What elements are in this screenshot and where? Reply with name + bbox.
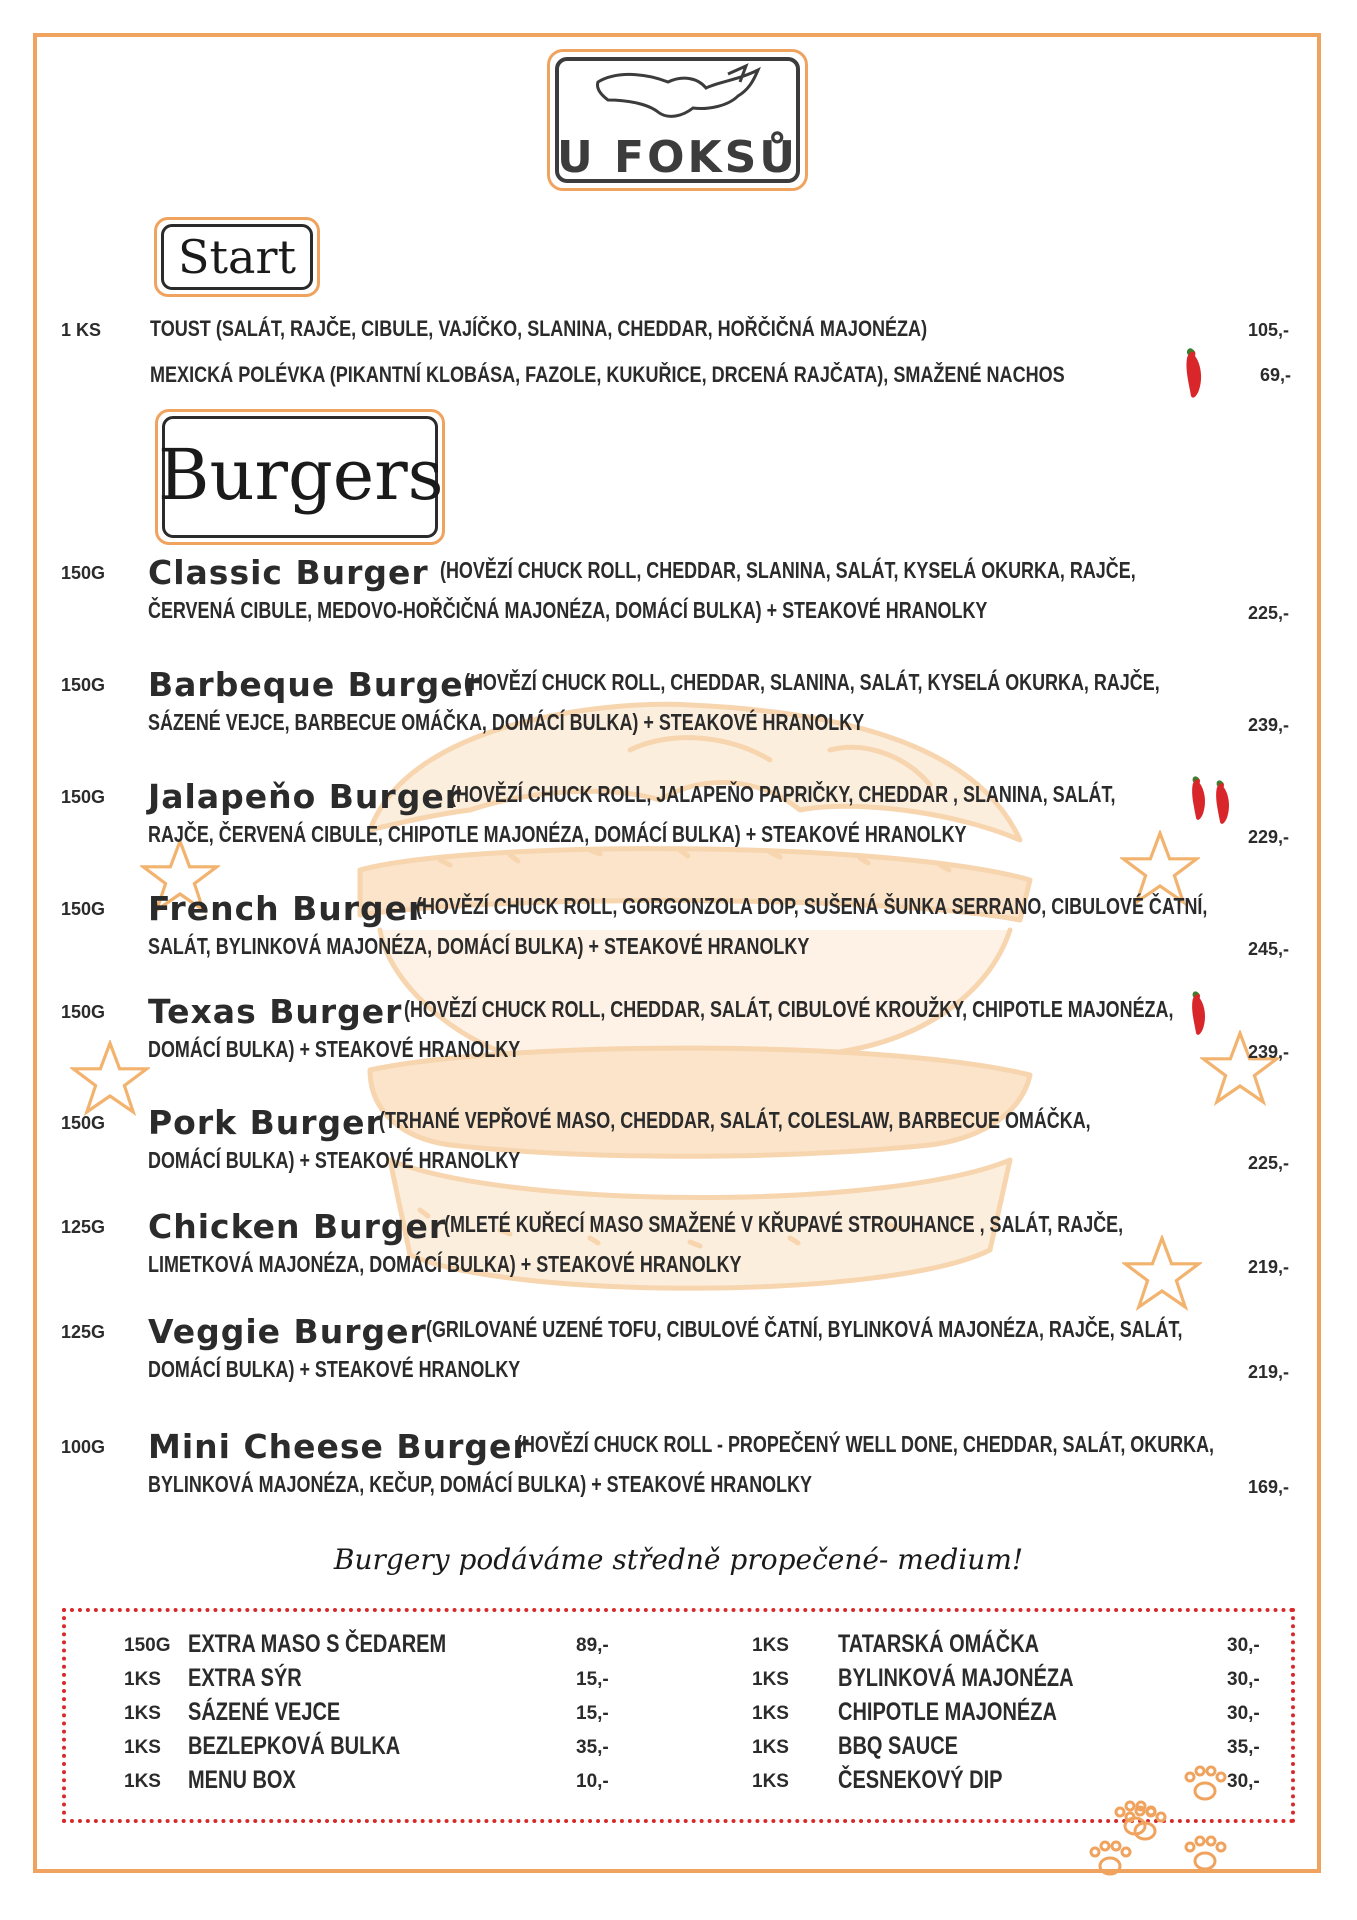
extra-name: [188, 1664, 330, 1693]
item-price: 229,-: [1248, 827, 1290, 847]
description-text: SALÁT, BYLINKOVÁ MAJONÉZA, DOMÁCÍ BULKA) + STEAKOVÉ HRANOLKY: [148, 933, 810, 959]
burger-description-line: [426, 1316, 1357, 1343]
burger-name: Texas Burger: [148, 992, 403, 1031]
description-text: BYLINKOVÁ MAJONÉZA, KEČUP, DOMÁCÍ BULKA) + STEAKOVÉ HRANOLKY: [148, 1471, 812, 1497]
extra-quantity: 150G: [124, 1635, 171, 1656]
extra-name: [838, 1698, 1112, 1727]
extra-quantity: 1KS: [752, 1703, 789, 1724]
burger-name: Classic Burger: [148, 553, 429, 592]
section-title: Start: [178, 230, 296, 284]
extra-name-text: EXTRA SÝR: [188, 1664, 302, 1692]
burger-name: Pork Burger: [148, 1103, 383, 1142]
burger-name: Barbeque Burger: [148, 665, 481, 704]
item-quantity: 125G: [61, 1322, 106, 1342]
burger-name: Chicken Burger: [148, 1207, 447, 1246]
item-quantity: 150G: [61, 787, 106, 807]
extra-name-text: CHIPOTLE MAJONÉZA: [838, 1698, 1057, 1726]
item-quantity: 150G: [61, 563, 106, 583]
menu-item-description: [150, 362, 1266, 388]
description-text: (HOVĚZÍ CHUCK ROLL, CHEDDAR, SLANINA, SALÁT, KYSELÁ OKURKA, RAJČE,: [464, 669, 1160, 695]
item-quantity: 150G: [61, 1113, 106, 1133]
extra-price: 30,-: [1227, 1703, 1260, 1724]
burger-description-line: [416, 893, 1357, 920]
extra-price: 30,-: [1227, 1669, 1260, 1690]
extra-name: [838, 1732, 988, 1761]
burger-description-line: [148, 709, 1066, 736]
extra-name-text: SÁZENÉ VEJCE: [188, 1698, 341, 1726]
description-text: (HOVĚZÍ CHUCK ROLL, GORGONZOLA DOP, SUŠENÁ ŠUNKA SERRANO, CIBULOVÉ ČATNÍ,: [416, 893, 1208, 919]
menu-item-description: [150, 316, 1098, 342]
section-header-burgers: [155, 409, 445, 545]
extra-price: 35,-: [576, 1737, 609, 1758]
section-title: Burgers: [158, 434, 444, 516]
extra-name: [838, 1766, 1044, 1795]
item-text: MEXICKÁ POLÉVKA (PIKANTNÍ KLOBÁSA, FAZOLE, KUKUŘICE, DRCENÁ RAJČATA), SMAŽENÉ NACHOS: [150, 362, 1065, 387]
brand-logo: [547, 49, 808, 191]
item-price: 219,-: [1248, 1362, 1290, 1382]
extra-quantity: 1KS: [752, 1669, 789, 1690]
description-text: (MLETÉ KUŘECÍ MASO SMAŽENÉ V KŘUPAVÉ STROUHANCE , SALÁT, RAJČE,: [444, 1211, 1124, 1237]
chili-pepper-icon: [1182, 990, 1212, 1038]
extra-price: 15,-: [576, 1703, 609, 1724]
extra-quantity: 1KS: [752, 1635, 789, 1656]
extra-name-text: BBQ SAUCE: [838, 1732, 959, 1760]
description-text: (HOVĚZÍ CHUCK ROLL, CHEDDAR, SLANINA, SALÁT, KYSELÁ OKURKA, RAJČE,: [440, 557, 1136, 583]
burger-description-line: [148, 597, 1224, 624]
burger-description-line: [148, 1356, 625, 1383]
extra-name: [188, 1630, 511, 1659]
burger-name: Jalapeňo Burger: [148, 777, 462, 816]
extra-name-text: ČESNEKOVÝ DIP: [838, 1766, 1003, 1794]
extra-name-text: BEZLEPKOVÁ BULKA: [188, 1732, 401, 1760]
item-quantity: 150G: [61, 899, 106, 919]
extra-price: 30,-: [1227, 1635, 1260, 1656]
extra-quantity: 1KS: [752, 1737, 789, 1758]
burger-description-line: [444, 1211, 1315, 1238]
item-price: 219,-: [1248, 1257, 1290, 1277]
description-text: RAJČE, ČERVENÁ CIBULE, CHIPOTLE MAJONÉZA, DOMÁCÍ BULKA) + STEAKOVÉ HRANOLKY: [148, 821, 967, 847]
burger-description-line: [450, 781, 1303, 808]
burger-description-line: [148, 1471, 999, 1498]
description-text: DOMÁCÍ BULKA) + STEAKOVÉ HRANOLKY: [148, 1036, 521, 1062]
extra-name: [838, 1630, 1089, 1659]
burger-name: Veggie Burger: [148, 1312, 427, 1351]
chili-pepper-icon: [1206, 779, 1236, 827]
extra-name: [838, 1664, 1132, 1693]
item-price: 169,-: [1248, 1477, 1290, 1497]
fox-icon: [588, 60, 773, 125]
extra-price: 10,-: [576, 1771, 609, 1792]
paw-print-icon: [1085, 1840, 1135, 1880]
burger-description-line: [148, 1147, 625, 1174]
item-quantity: 150G: [61, 1002, 106, 1022]
extra-name: [188, 1732, 453, 1761]
description-text: DOMÁCÍ BULKA) + STEAKOVÉ HRANOLKY: [148, 1356, 521, 1382]
item-text: TOUST (SALÁT, RAJČE, CIBULE, VAJÍČKO, SLANINA, CHEDDAR, HOŘČIČNÁ MAJONÉZA): [150, 316, 928, 341]
item-price: 69,-: [1260, 365, 1292, 385]
paw-print-icon: [1180, 1835, 1230, 1875]
item-price: 225,-: [1248, 1153, 1290, 1173]
description-text: LIMETKOVÁ MAJONÉZA, DOMÁCÍ BULKA) + STEAKOVÉ HRANOLKY: [148, 1251, 742, 1277]
cooking-note: Burgery podáváme středně propečené- medium!: [333, 1543, 1024, 1576]
extra-quantity: 1KS: [124, 1771, 161, 1792]
extra-quantity: 1KS: [124, 1669, 161, 1690]
burger-description-line: [148, 821, 1197, 848]
extra-price: 35,-: [1227, 1737, 1260, 1758]
brand-name: U FOKSŮ: [556, 132, 799, 183]
extra-name-text: EXTRA MASO S ČEDAREM: [188, 1630, 447, 1658]
description-text: (GRILOVANÉ UZENÉ TOFU, CIBULOVÉ ČATNÍ, BYLINKOVÁ MAJONÉZA, RAJČE, SALÁT,: [426, 1316, 1183, 1342]
burger-description-line: [464, 669, 1356, 696]
section-header-start: [154, 217, 320, 297]
item-price: 245,-: [1248, 939, 1290, 959]
item-price: 225,-: [1248, 603, 1290, 623]
item-quantity: 100G: [61, 1437, 106, 1457]
extra-price: 30,-: [1227, 1771, 1260, 1792]
paw-print-icon: [1120, 1805, 1170, 1845]
burger-description-line: [440, 557, 1332, 584]
description-text: (HOVĚZÍ CHUCK ROLL, CHEDDAR, SALÁT, CIBULOVÉ KROUŽKY, CHIPOTLE MAJONÉZA,: [404, 996, 1174, 1022]
burger-name: Mini Cheese Burger: [148, 1427, 530, 1466]
item-quantity: 150G: [61, 675, 106, 695]
description-text: DOMÁCÍ BULKA) + STEAKOVÉ HRANOLKY: [148, 1147, 521, 1173]
burger-description-line: [148, 1036, 625, 1063]
item-price: 105,-: [1248, 320, 1290, 340]
description-text: (TRHANÉ VEPŘOVÉ MASO, CHEDDAR, SALÁT, COLESLAW, BARBECUE OMÁČKA,: [379, 1107, 1091, 1133]
extra-quantity: 1KS: [124, 1703, 161, 1724]
description-text: (HOVĚZÍ CHUCK ROLL, JALAPEŇO PAPRIČKY, CHEDDAR , SLANINA, SALÁT,: [450, 781, 1116, 807]
chili-pepper-icon: [1175, 348, 1209, 400]
description-text: (HOVĚZÍ CHUCK ROLL - PROPEČENÝ WELL DONE, CHEDDAR, SALÁT, OKURKA,: [516, 1431, 1215, 1457]
burger-description-line: [379, 1107, 1291, 1134]
burger-description-line: [516, 1431, 1357, 1458]
burger-description-line: [404, 996, 1357, 1023]
description-text: SÁZENÉ VEJCE, BARBECUE OMÁČKA, DOMÁCÍ BULKA) + STEAKOVÉ HRANOLKY: [148, 709, 865, 735]
item-price: 239,-: [1248, 1042, 1290, 1062]
extra-price: 15,-: [576, 1669, 609, 1690]
item-price: 239,-: [1248, 715, 1290, 735]
description-text: ČERVENÁ CIBULE, MEDOVO-HOŘČIČNÁ MAJONÉZA, DOMÁCÍ BULKA) + STEAKOVÉ HRANOLKY: [148, 597, 988, 623]
star-decor-icon: [70, 1040, 150, 1116]
extra-name: [188, 1766, 323, 1795]
burger-name: French Burger: [148, 889, 426, 928]
burger-description-line: [148, 1251, 909, 1278]
item-quantity: 1 KS: [61, 320, 102, 340]
extra-name-text: TATARSKÁ OMÁČKA: [838, 1630, 1040, 1658]
burger-description-line: [148, 933, 996, 960]
extra-quantity: 1KS: [752, 1771, 789, 1792]
paw-print-icon: [1180, 1765, 1230, 1805]
extra-price: 89,-: [576, 1635, 609, 1656]
extra-name-text: MENU BOX: [188, 1766, 296, 1794]
extra-quantity: 1KS: [124, 1737, 161, 1758]
star-decor-icon: [1122, 1235, 1202, 1311]
item-quantity: 125G: [61, 1217, 106, 1237]
extra-name-text: BYLINKOVÁ MAJONÉZA: [838, 1664, 1074, 1692]
extra-name: [188, 1698, 378, 1727]
